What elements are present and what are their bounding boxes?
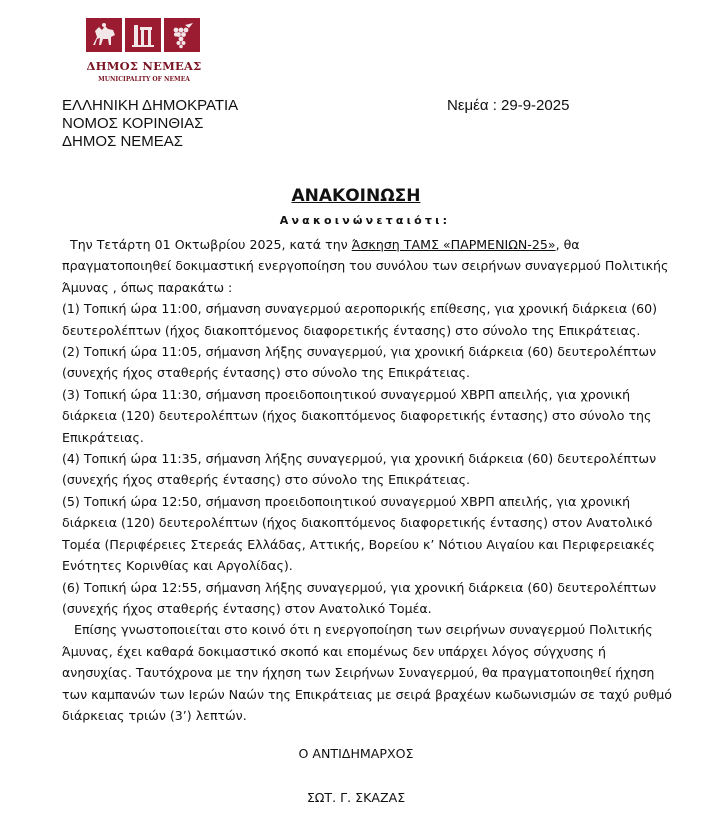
body-line: Τομέα (Περιφέρειες Στερεάς Ελλάδας, Αττικής, Βορείου κ’ Νότιου Αιγαίου και Περιφερειακές — [62, 536, 655, 552]
issuer-block — [62, 97, 238, 151]
column-letters-icon — [125, 18, 161, 52]
body-line: Άμυνας , όπως παρακάτω : — [62, 279, 233, 295]
body-line: (3) Τοπική ώρα 11:30, σήμανση προειδοποιητικού συναγερμού ΧΒΡΠ απειλής, για χρονική — [62, 386, 631, 402]
body-line: πραγματοποιηθεί δοκιμαστική ενεργοποίηση του συνόλου των σειρήνων συναγερμού Πολιτικής — [62, 258, 669, 274]
body-line: των καμπανών των Ιερών Ναών της Επικράτειας με σειρά βραχέων κωδωνισμών σε ταχύ ρυθμό — [62, 686, 673, 702]
body-line: ανησυχίας. Ταυτόχρονα με την ήχηση των Σειρήνων Συναγερμού, θα πραγματοποιηθεί ήχηση — [62, 665, 655, 681]
body-line-intro — [62, 234, 702, 255]
grapes-icon — [164, 18, 200, 52]
body-line: (συνεχής ήχος σταθερής έντασης) στο σύνολο της Επικράτειας. — [62, 365, 471, 381]
body-line: (6) Τοπική ώρα 12:55, σήμανση λήξης συναγερμού, για χρονική διάρκεια (60) δευτερολέπτων — [62, 579, 657, 595]
announcement-subtitle: Ανακοινώνεταιότι: — [279, 214, 451, 227]
signatory-title: Ο ΑΝΤΙΔΗΜΑΡΧΟΣ — [298, 746, 414, 761]
date-line: Νεμέα : 29-9-2025 — [447, 97, 570, 114]
announcement-body — [62, 234, 702, 726]
body-line: (5) Τοπική ώρα 12:50, σήμανση προειδοποιητικού συναγερμού ΧΒΡΠ απειλής, για χρονική — [62, 493, 631, 509]
body-line: (4) Τοπική ώρα 11:35, σήμανση λήξης συναγερμού, για χρονική διάρκεια (60) δευτερολέπτων — [62, 451, 657, 467]
body-line: διάρκεια (120) δευτερολέπτων (ήχος διακοπτόμενος διαφορετικής έντασης) στον Ανατολικό — [62, 515, 653, 531]
body-line: δευτερολέπτων (ήχος διακοπτόμενος διαφορετικής έντασης) στο σύνολο της Επικράτειας. — [62, 322, 641, 338]
issuer-line: ΝΟΜΟΣ ΚΟΡΙΝΘΙΑΣ — [62, 115, 204, 132]
body-line: διάρκεια (120) δευτερολέπτων (ήχος διακοπτόμενος διαφορετικής έντασης) στο σύνολο της — [62, 408, 652, 424]
logo-subtitle: MUNICIPALITY OF NEMEA — [98, 76, 190, 83]
issuer-line: ΔΗΜΟΣ ΝΕΜΕΑΣ — [62, 133, 184, 150]
body-line: διάρκειας τριών (3’) λεπτών. — [62, 707, 247, 723]
body-line: (συνεχής ήχος σταθερής έντασης) στο σύνολο της Επικράτειας. — [62, 472, 471, 488]
intro-text-end: , θα — [555, 237, 580, 252]
horseman-icon — [86, 18, 122, 52]
announcement-title: ΑΝΑΚΟΙΝΩΣΗ — [291, 186, 421, 206]
body-line: (συνεχής ήχος σταθερής έντασης) στον Ανατολικό Τομέα. — [62, 600, 432, 616]
logo-tiles — [86, 18, 202, 52]
municipality-logo — [86, 18, 202, 83]
body-line: Επικράτειας. — [62, 429, 144, 445]
body-line: Άμυνας, έχει καθαρά δοκιμαστικό σκοπό και επομένως δεν υπάρχει λόγος σύγχυσης ή — [62, 643, 606, 659]
body-line: (1) Τοπική ώρα 11:00, σήμανση συναγερμού αεροπορικής επίθεσης, για χρονική διάρκεια (60) — [62, 301, 658, 317]
signatory-name: ΣΩΤ. Γ. ΣΚΑΖΑΣ — [306, 790, 406, 805]
issuer-line: ΕΛΛΗΝΙΚΗ ΔΗΜΟΚΡΑΤΙΑ — [62, 97, 239, 114]
body-line: (2) Τοπική ώρα 11:05, σήμανση λήξης συναγερμού, για χρονική διάρκεια (60) δευτερολέπτων — [62, 344, 657, 360]
logo-name: ΔΗΜΟΣ ΝΕΜΕΑΣ — [86, 59, 202, 73]
exercise-name: Άσκηση ΤΑΜΣ «ΠΑΡΜΕΝΙΩΝ-25» — [351, 237, 556, 252]
body-line: Επίσης γνωστοποιείται στο κοινό ότι η ενεργοποίηση των σειρήνων συναγερμού Πολιτικής — [62, 622, 653, 638]
intro-text: Την Τετάρτη 01 Οκτωβρίου 2025, κατά την — [62, 237, 352, 252]
body-line: Ενότητες Κορινθίας και Αργολίδας). — [62, 558, 293, 574]
